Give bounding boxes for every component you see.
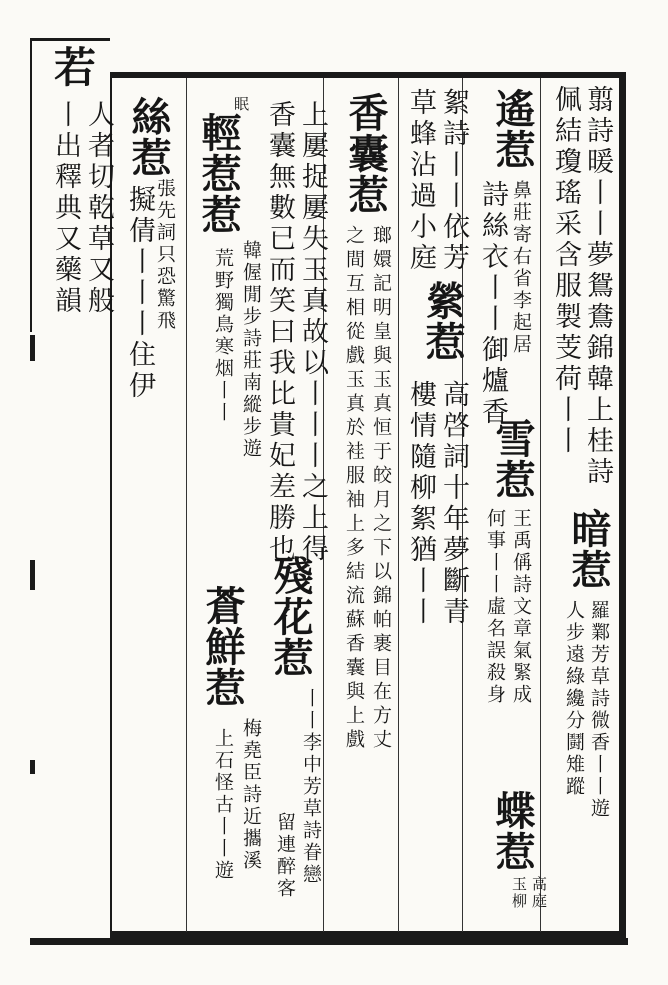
entry-yao-note: 鼻莊寄右省李起居 — [510, 180, 532, 356]
entry-can-line1: 丨丨李中芳草詩眷戀 — [300, 688, 322, 886]
column-rule — [398, 78, 399, 932]
entry-ying-head: 縈惹 — [419, 280, 466, 362]
column-rule — [186, 78, 187, 932]
col-a-line2: 佩結瓊瑤采含服製芰荷丨丨 — [550, 85, 581, 457]
heading-ruo: 若 — [48, 45, 97, 88]
entry-qing-head: 輕惹惹 — [195, 112, 242, 235]
entry-si-head: 絲惹 — [125, 96, 172, 178]
entry-tai-head: 蒼鮮惹 — [199, 585, 246, 708]
edge-mark — [30, 560, 35, 590]
entry-die-head: 蝶惹 — [489, 790, 536, 872]
entry-qing-pre: 眠 — [232, 96, 250, 113]
entry-xiang-line1: 瑯嬛記明皇與玉真恒于皎月之下以錦帕裹目在方丈 — [370, 225, 392, 753]
edge-mark — [30, 760, 35, 774]
entry-an-head: 暗惹 — [565, 508, 612, 590]
col-a-line1: 翦詩暖丨丨夢鴛鴦錦韓上桂詩 — [582, 85, 613, 488]
entry-si-line2: 擬倩丨丨丨住伊 — [124, 185, 155, 402]
entry-xiang-head: 香囊惹 — [342, 92, 389, 215]
bottom-rule — [30, 938, 628, 945]
entry-ying-line1: 高啓詞十年夢斷青 — [438, 380, 469, 628]
ruo-definition-line1: 人者切乾草又般 — [83, 100, 114, 317]
entry-yao-line3: 草蜂沾過小庭 — [405, 88, 436, 274]
entry-qing-line2: 荒野獨鳥寒烟丨丨 — [212, 248, 234, 424]
entry-yao-head: 遙惹 — [489, 88, 536, 170]
column-rule — [540, 78, 541, 932]
entry-die-note2: 玉柳 — [510, 876, 528, 910]
entry-xiang-line4: 香囊無數已而笑曰我比貴妃差勝也 — [264, 100, 295, 565]
entry-xu-note: 王禹偁詩文章氣緊成 — [510, 508, 532, 706]
entry-tai-line2: 上石怪古丨丨遊 — [212, 728, 234, 882]
entry-yao-line1: 詩絲衣丨丨御爐香 — [477, 180, 508, 428]
entry-yao-line2: 絮詩丨丨依芳 — [438, 88, 469, 274]
entry-die-note: 高庭 — [530, 876, 548, 910]
entry-can-head: 殘花惹 — [267, 555, 314, 678]
entry-ying-line2: 樓情隨柳絮猶丨丨 — [405, 380, 436, 628]
entry-can-line2: 留連醉客 — [274, 812, 296, 900]
entry-an-note: 羅鄴芳草詩微香丨丨遊 — [588, 600, 610, 820]
entry-xu-head: 雪惹 — [489, 418, 536, 500]
entry-xiang-line2: 之間互相從戲玉真於袿服袖上多結流蘇香囊與上戲 — [343, 225, 365, 753]
entry-tai-line1: 梅堯臣詩近攜溪 — [240, 718, 262, 872]
entry-an-line1: 人步遠綠纔分鬪雉蹤 — [563, 600, 585, 798]
entry-qing-line1: 韓偓閒步詩莊南縱步遊 — [240, 240, 262, 460]
entry-xu-line1: 何事丨丨虛名誤殺身 — [484, 508, 506, 706]
edge-mark — [30, 335, 35, 361]
entry-xiang-line3: 上屢捉屢失玉真故以丨丨丨之上得 — [297, 100, 328, 565]
entry-si-line1: 張先詞只恐驚飛 — [154, 178, 176, 332]
ruo-definition-line2: 丨出釋典又藥韻 — [50, 100, 81, 317]
